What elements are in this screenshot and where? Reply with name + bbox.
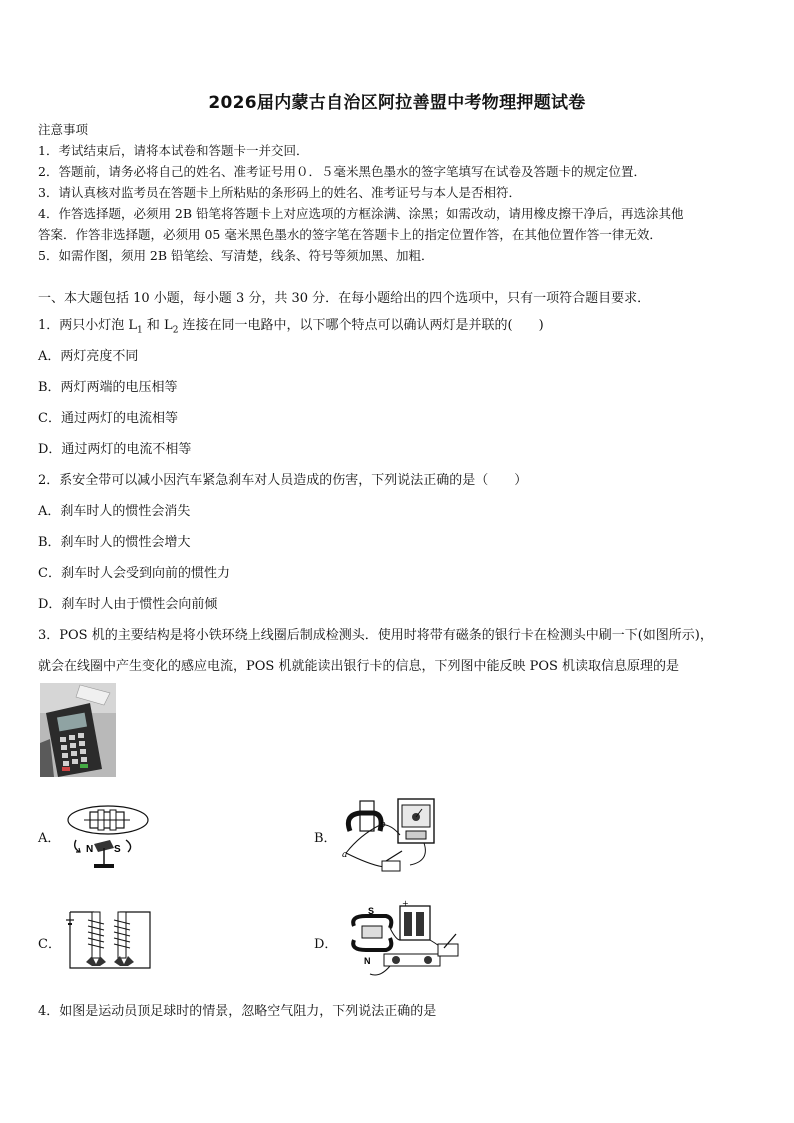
q1-mid: 和 L (142, 318, 173, 333)
notice-item: 4．作答选择题，必须用 2B 铅笔将答题卡上对应选项的方框涂满、涂黑；如需改动，请用橡皮擦干净后，再选涂其他 (38, 206, 684, 221)
figure-d-motor-circuit (340, 900, 462, 984)
q1-sub1: 1 (137, 325, 143, 336)
figure-b-galvanometer (340, 795, 442, 877)
notice-heading: 注意事项 (38, 122, 89, 137)
notice-item: 2．答题前，请务必将自己的姓名、准考证号用０．５毫米黑色墨水的签字笔填写在试卷及答题卡的规定位置． (38, 164, 646, 179)
q1-option-a: A．两灯亮度不同 (38, 349, 139, 364)
notice-item: 3．请认真核对监考员在答题卡上所粘贴的条形码上的姓名、准考证号与本人是否相符． (38, 185, 521, 200)
question-2-stem: 2．系安全带可以减小因汽车紧急刹车对人员造成的伤害，下列说法正确的是（ ） (38, 473, 528, 488)
figure-d-s-letter: S (368, 906, 375, 916)
q1-sub2: 2 (172, 325, 179, 336)
notice-item: 答案．作答非选择题，必须用 05 毫米黑色墨水的签字笔在答题卡上的指定位置作答，在其他位置作答一律无效． (38, 227, 662, 242)
q2-option-a: A．刹车时人的惯性会消失 (38, 504, 191, 519)
q3-label-b: B． (314, 831, 337, 846)
q1-option-d: D．通过两灯的电流不相等 (38, 442, 192, 457)
svg-text:+: + (402, 900, 409, 908)
question-3-stem-line1: 3．POS 机的主要结构是将小铁环绕上线圈后制成检测头．使用时将带有磁条的银行卡在检测头中刷一下(如图所示)， (38, 628, 713, 643)
notice-item: 5．如需作图，须用 2B 铅笔绘、写清楚，线条、符号等须加黑、加粗． (38, 248, 434, 263)
question-1-stem (38, 314, 544, 336)
question-3-stem-line2: 就会在线圈中产生变化的感应电流，POS 机就能读出银行卡的信息，下列图中能反映 POS 机读取信息原理的是 (38, 659, 680, 674)
section-heading: 一、本大题包括 10 小题，每小题 3 分，共 30 分．在每小题给出的四个选项中，只有一项符合题目要求． (38, 291, 651, 306)
q3-label-d: D． (314, 937, 338, 952)
figure-a-magnet-coil (64, 800, 156, 872)
q1-pre: 1．两只小灯泡 L (38, 318, 138, 333)
q3-label-a: A． (38, 831, 61, 846)
figure-b-a-letter: a (342, 850, 348, 860)
q2-option-c: C．刹车时人会受到向前的惯性力 (38, 566, 230, 581)
figure-a-n-letter: N (86, 844, 94, 855)
figure-d-n-letter: N (364, 956, 371, 966)
page-title: 2026届内蒙古自治区阿拉善盟中考物理押题试卷 (208, 93, 586, 113)
q2-option-d: D．刹车时人由于惯性会向前倾 (38, 597, 218, 612)
q3-label-c: C． (38, 937, 61, 952)
figure-a-s-letter: S (114, 844, 121, 855)
question-4-stem: 4．如图是运动员顶足球时的情景，忽略空气阻力，下列说法正确的是 (38, 1004, 437, 1019)
q2-option-b: B．刹车时人的惯性会增大 (38, 535, 191, 550)
pos-machine-image (40, 683, 116, 777)
q1-option-c: C．通过两灯的电流相等 (38, 411, 178, 426)
figure-c-electromagnets (64, 906, 156, 974)
q1-post: 连接在同一电路中，以下哪个特点可以确认两灯是并联的( ) (178, 318, 544, 333)
notice-item: 1．考试结束后，请将本试卷和答题卡一并交回． (38, 143, 309, 158)
figure-b-b-letter: b (380, 820, 386, 830)
q1-option-b: B．两灯两端的电压相等 (38, 380, 178, 395)
